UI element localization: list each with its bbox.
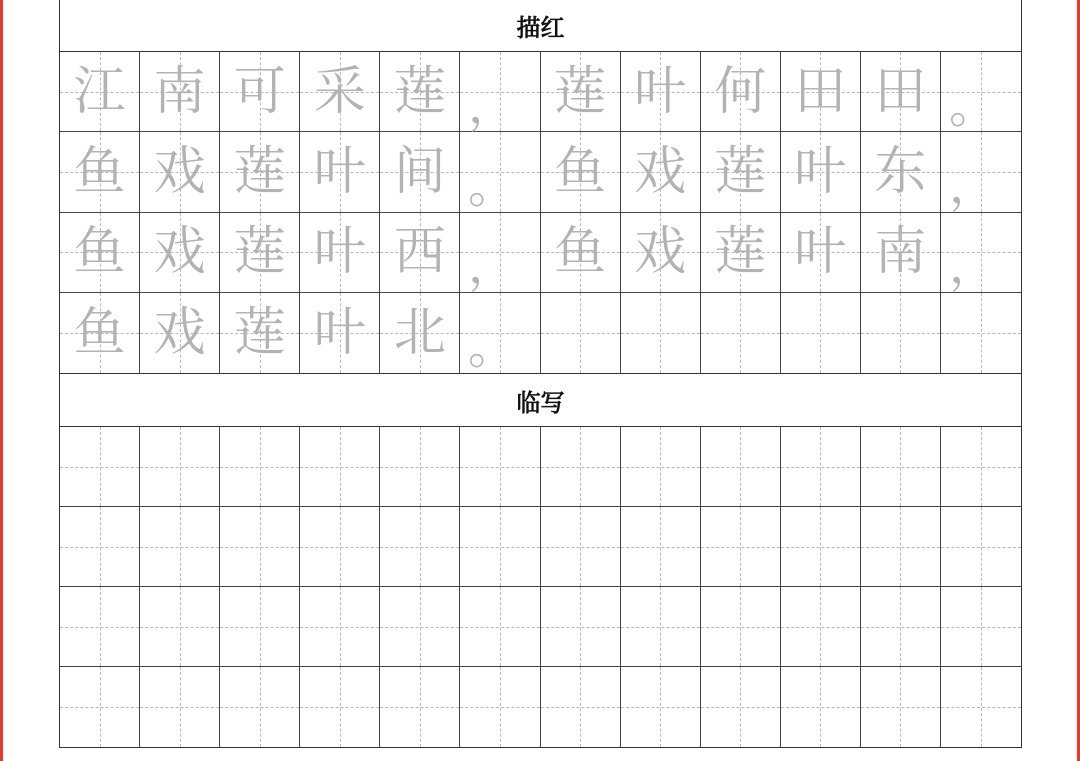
- trace-glyph: 南: [874, 222, 927, 283]
- trace-cell: [941, 52, 1021, 132]
- copy-cell: [541, 587, 621, 667]
- trace-cell: [220, 132, 300, 212]
- trace-cell: [701, 132, 781, 212]
- trace-cell: [701, 293, 781, 373]
- copy-cell: [60, 667, 140, 747]
- copy-cell: [621, 427, 701, 507]
- copy-cell: [220, 667, 300, 747]
- trace-glyph: 莲: [714, 222, 767, 283]
- trace-cell: [60, 52, 140, 132]
- trace-glyph: 叶: [634, 61, 687, 122]
- trace-cell: [621, 293, 701, 373]
- copy-cell: [60, 427, 140, 507]
- trace-cell: [861, 293, 941, 373]
- trace-glyph: 。: [467, 318, 516, 375]
- trace-cell: [220, 293, 300, 373]
- trace-cell: [460, 293, 540, 373]
- copy-cell: [781, 587, 861, 667]
- trace-glyph: ，: [948, 238, 997, 295]
- trace-glyph: ，: [467, 238, 516, 295]
- trace-glyph: 江: [73, 61, 126, 122]
- trace-glyph: 采: [313, 61, 366, 122]
- trace-glyph: 叶: [313, 222, 366, 283]
- copy-cell: [941, 587, 1021, 667]
- trace-glyph: ，: [948, 157, 997, 214]
- trace-glyph: 可: [233, 61, 286, 122]
- trace-cell: [140, 132, 220, 212]
- copy-cell: [941, 667, 1021, 747]
- trace-cell: [781, 293, 861, 373]
- copy-cell: [541, 667, 621, 747]
- copy-cell: [140, 587, 220, 667]
- trace-glyph: 东: [874, 141, 927, 202]
- trace-cell: [541, 52, 621, 132]
- trace-glyph: 何: [714, 61, 767, 122]
- trace-glyph: 莲: [714, 141, 767, 202]
- copy-cell: [701, 427, 781, 507]
- trace-cell: [140, 52, 220, 132]
- copy-cell: [941, 507, 1021, 587]
- trace-glyph: 莲: [233, 222, 286, 283]
- copy-cell: [781, 427, 861, 507]
- copy-cell: [460, 427, 540, 507]
- trace-cell: [621, 132, 701, 212]
- copy-cell: [861, 427, 941, 507]
- trace-cell: [140, 213, 220, 293]
- copy-cell: [380, 667, 460, 747]
- copy-cell: [460, 507, 540, 587]
- trace-cell: [300, 52, 380, 132]
- trace-cell: [380, 132, 460, 212]
- trace-glyph: 田: [794, 61, 847, 122]
- copy-cell: [621, 587, 701, 667]
- copy-cell: [60, 507, 140, 587]
- trace-glyph: 莲: [393, 61, 446, 122]
- trace-cell: [541, 213, 621, 293]
- trace-cell: [861, 213, 941, 293]
- trace-cell: [861, 132, 941, 212]
- trace-cell: [701, 52, 781, 132]
- copy-cell: [380, 507, 460, 587]
- trace-cell: [941, 293, 1021, 373]
- trace-glyph: 戏: [634, 141, 687, 202]
- copy-cell: [781, 507, 861, 587]
- copy-cell: [701, 507, 781, 587]
- copy-cell: [701, 667, 781, 747]
- trace-cell: [460, 52, 540, 132]
- trace-cell: [380, 293, 460, 373]
- copy-cell: [140, 427, 220, 507]
- trace-glyph: 莲: [554, 61, 607, 122]
- trace-glyph: 莲: [233, 302, 286, 363]
- copy-section-title: 临写: [60, 373, 1021, 427]
- trace-cell: [941, 213, 1021, 293]
- copy-cell: [460, 667, 540, 747]
- copy-cell: [60, 587, 140, 667]
- trace-cell: [60, 213, 140, 293]
- copy-cell: [861, 507, 941, 587]
- trace-glyph: 叶: [794, 222, 847, 283]
- trace-cell: [941, 132, 1021, 212]
- trace-cell: [300, 132, 380, 212]
- copy-cell: [701, 587, 781, 667]
- trace-glyph: 鱼: [73, 222, 126, 283]
- trace-cell: [541, 293, 621, 373]
- trace-cell: [220, 213, 300, 293]
- copy-cell: [621, 507, 701, 587]
- copy-cell: [861, 667, 941, 747]
- trace-grid: [60, 52, 1021, 373]
- trace-cell: [380, 213, 460, 293]
- trace-glyph: 田: [874, 61, 927, 122]
- trace-glyph: 。: [948, 77, 997, 134]
- copy-cell: [941, 427, 1021, 507]
- trace-cell: [380, 52, 460, 132]
- trace-cell: [541, 132, 621, 212]
- trace-glyph: 戏: [153, 141, 206, 202]
- copy-cell: [140, 667, 220, 747]
- trace-glyph: 鱼: [73, 302, 126, 363]
- trace-cell: [701, 213, 781, 293]
- trace-cell: [621, 213, 701, 293]
- copy-grid: [60, 427, 1021, 747]
- copy-cell: [300, 427, 380, 507]
- trace-glyph: 戏: [634, 222, 687, 283]
- trace-glyph: 戏: [153, 302, 206, 363]
- copy-cell: [541, 427, 621, 507]
- copy-cell: [220, 427, 300, 507]
- copy-cell: [220, 587, 300, 667]
- trace-glyph: 叶: [313, 141, 366, 202]
- left-red-border: [0, 0, 3, 761]
- trace-glyph: 鱼: [554, 141, 607, 202]
- copy-cell: [220, 507, 300, 587]
- copy-cell: [380, 427, 460, 507]
- trace-cell: [140, 293, 220, 373]
- trace-cell: [460, 132, 540, 212]
- copy-cell: [781, 667, 861, 747]
- trace-cell: [781, 52, 861, 132]
- trace-cell: [861, 52, 941, 132]
- trace-glyph: 。: [467, 157, 516, 214]
- copy-cell: [380, 587, 460, 667]
- trace-glyph: 间: [393, 141, 446, 202]
- trace-cell: [300, 213, 380, 293]
- copy-cell: [621, 667, 701, 747]
- copy-cell: [460, 587, 540, 667]
- trace-glyph: 鱼: [554, 222, 607, 283]
- copy-cell: [300, 667, 380, 747]
- copy-cell: [300, 507, 380, 587]
- trace-cell: [60, 132, 140, 212]
- trace-glyph: ，: [467, 77, 516, 134]
- trace-glyph: 叶: [794, 141, 847, 202]
- trace-cell: [781, 213, 861, 293]
- trace-glyph: 西: [393, 222, 446, 283]
- copy-cell: [541, 507, 621, 587]
- trace-cell: [300, 293, 380, 373]
- trace-cell: [460, 213, 540, 293]
- trace-glyph: 北: [393, 302, 446, 363]
- trace-cell: [621, 52, 701, 132]
- copy-cell: [861, 587, 941, 667]
- practice-sheet: [59, 0, 1022, 748]
- trace-section-title: 描红: [60, 0, 1021, 52]
- trace-glyph: 莲: [233, 141, 286, 202]
- trace-cell: [220, 52, 300, 132]
- trace-glyph: 鱼: [73, 141, 126, 202]
- copy-cell: [140, 507, 220, 587]
- trace-cell: [781, 132, 861, 212]
- trace-glyph: 戏: [153, 222, 206, 283]
- trace-glyph: 南: [153, 61, 206, 122]
- copy-cell: [300, 587, 380, 667]
- trace-cell: [60, 293, 140, 373]
- trace-glyph: 叶: [313, 302, 366, 363]
